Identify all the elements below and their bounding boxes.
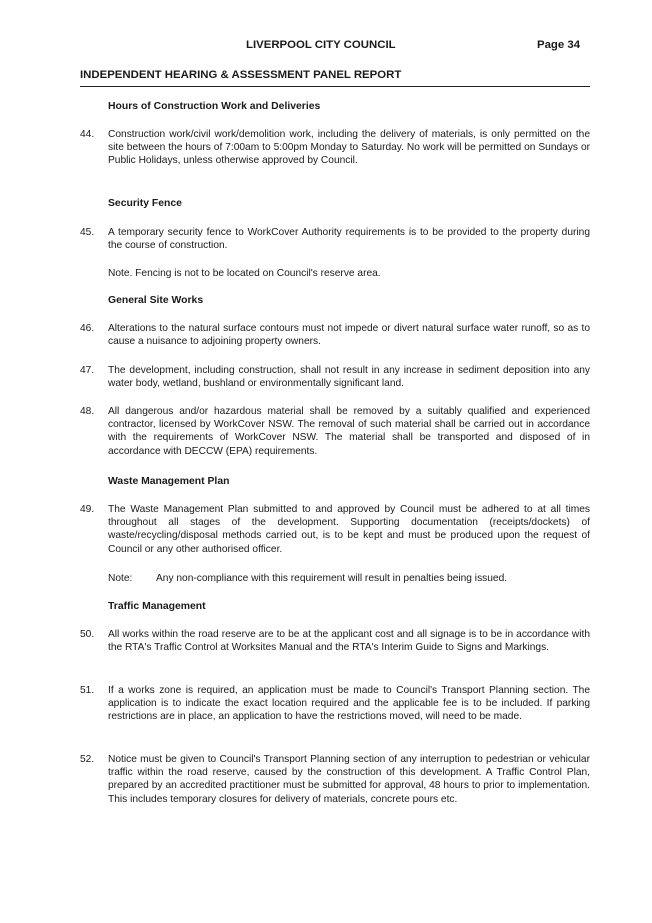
condition-item-45 [80,226,590,254]
item-number: 47. [80,365,95,376]
item-text: A temporary security fence to WorkCover Authority requirements is to be provided to the property during the course of construction. [108,227,590,252]
condition-item-48 [80,405,590,459]
item-number: 45. [80,227,95,238]
condition-item-44 [80,128,590,182]
item-text: Notice must be given to Council's Transport Planning section of any interruption to pedestrian or vehicular traffic within the road reserve, caused by the construction of this development. A Traffic Control Plan, prepared by an accredited practitioner must be submitted for approval, 48 hours to prior to implementation. This includes temporary closures for delivery of materials, concrete pours etc. [108,754,590,805]
note-label: Note: [108,573,133,584]
item-text: Construction work/civil work/demolition work, including the delivery of materials, is only permitted on the site between the hours of 7:00am to 5:00pm Monday to Saturday. No work will be permitted on Sundays or Public Holidays, unless otherwise approved by Council. [108,129,590,167]
note-text: Any non-compliance with this requirement will result in penalties being issued. [156,573,508,584]
section-heading-fence: Security Fence [108,198,182,209]
item-text: Alterations to the natural surface contours must not impede or divert natural surface water runoff, so as to cause a nuisance to adjoining property owners. [108,323,590,348]
condition-item-47 [80,364,590,392]
item-number: 48. [80,406,95,417]
condition-item-46 [80,322,590,350]
condition-item-52 [80,753,590,821]
fence-note: Note. Fencing is not to be located on Council's reserve area. [108,268,381,279]
item-number: 51. [80,685,95,696]
item-number: 46. [80,323,95,334]
section-heading-waste: Waste Management Plan [108,476,230,487]
condition-item-49 [80,503,590,557]
item-text: All dangerous and/or hazardous material shall be removed by a suitably qualified and experienced contractor, licensed by WorkCover NSW. The removal of such material shall be carried out in accordance with the requirements of WorkCover NSW. The material shall be transported and disposed of in accordance with DECCW (EPA) requirements. [108,406,590,457]
council-name: LIVERPOOL CITY COUNCIL [246,39,396,51]
report-title: INDEPENDENT HEARING & ASSESSMENT PANEL REPORT [80,69,402,81]
section-heading-site-works: General Site Works [108,295,204,306]
section-heading-traffic: Traffic Management [108,601,206,612]
header-divider [80,86,590,87]
item-number: 52. [80,754,95,765]
item-number: 49. [80,504,95,515]
item-text: All works within the road reserve are to be at the applicant cost and all signage is to be in accordance with the RTA's Traffic Control at Worksites Manual and the RTA's Interim Guide to Signs and Markings. [108,629,590,654]
item-text: The Waste Management Plan submitted to and approved by Council must be adhered to at all times throughout all stages of the development. Supporting documentation (receipts/dockets) of waste/recycling/disposal methods carried out, is to be kept and must be produced upon the request of Council or any other authorised officer. [108,504,590,555]
page-number: Page 34 [537,39,581,51]
item-text: The development, including construction, shall not result in any increase in sediment deposition into any water body, wetland, bushland or environmentally significant land. [108,365,590,390]
item-text: If a works zone is required, an application must be made to Council's Transport Planning section. The application is to indicate the exact location required and the applicable fee is to be included. If parking restrictions are in place, an application to have the restrictions moved, will need to be made. [108,685,590,723]
item-number: 44. [80,129,95,140]
item-number: 50. [80,629,95,640]
section-heading-hours: Hours of Construction Work and Deliveries [108,101,321,112]
condition-item-51 [80,684,590,738]
condition-item-50 [80,628,590,669]
